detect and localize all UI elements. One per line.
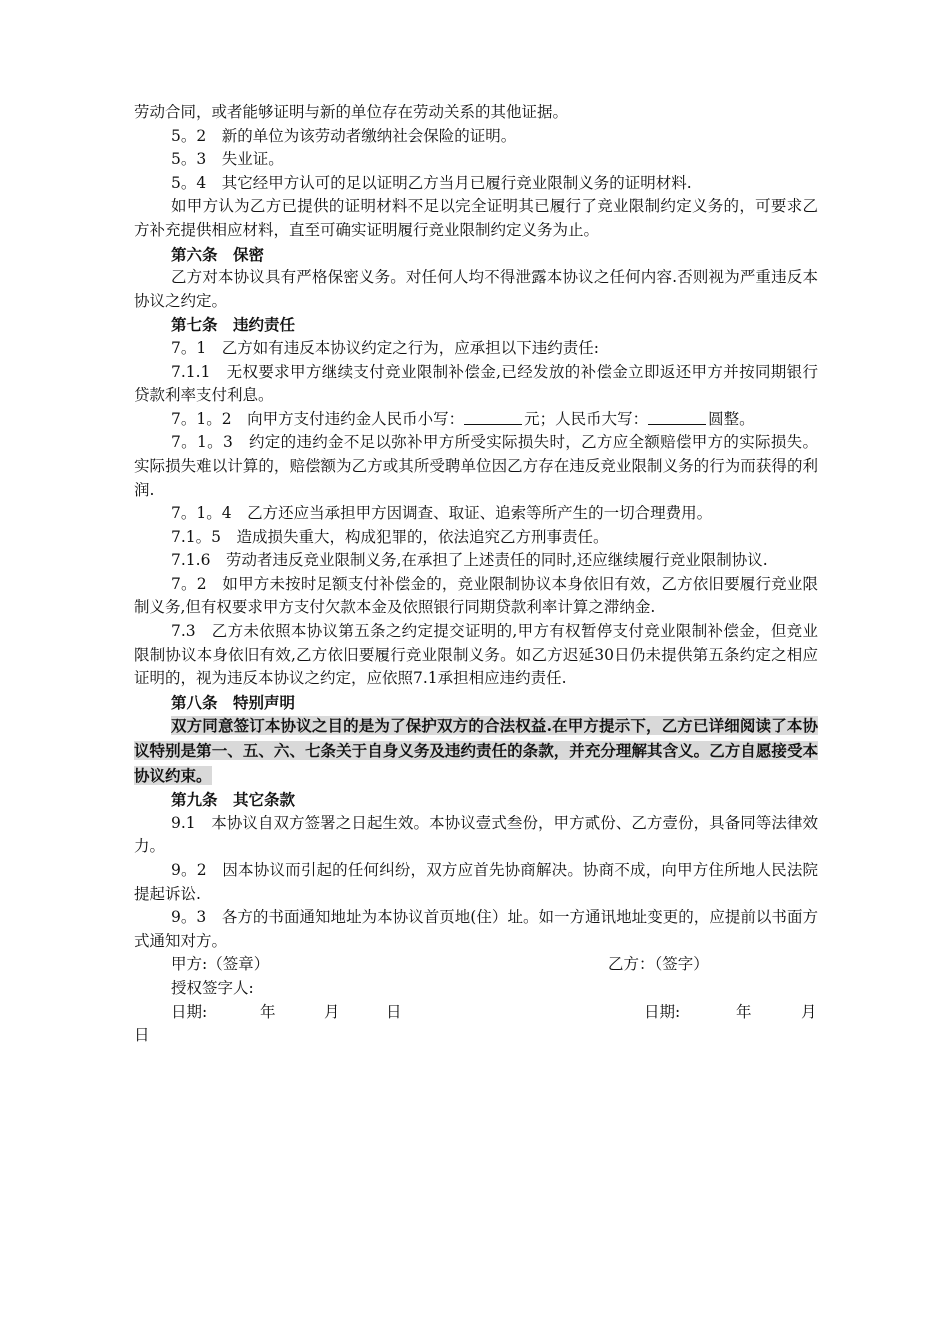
party-a-date-month: 月 <box>324 1002 340 1021</box>
party-b-signature: 乙方：（签字） <box>608 955 709 974</box>
signature-row-day-wrap <box>134 1024 818 1048</box>
authorized-signatory-label: 授权签字人: <box>171 978 254 997</box>
paragraph-special-statement <box>134 714 818 788</box>
clause-7-1-4: 7。1。4 乙方还应当承担甲方因调查、取证、追索等所产生的一切合理费用。 <box>171 504 713 523</box>
clause-7-1-2-part3: 圆整。 <box>708 409 755 428</box>
heading-article-9: 第九条 其它条款 <box>171 790 296 810</box>
paragraph-supplement: 如甲方认为乙方已提供的证明材料不足以完全证明其已履行了竞业限制约定义务的，可要求乙方补充提供相应材料，直至可确实证明履行竞业限制约定义务为止。 <box>134 197 818 239</box>
clause-7-2: 7。2 如甲方未按时足额支付补偿金的，竞业限制协议本身依旧有效，乙方依旧要履行竞业限制义务,但有权要求甲方支付欠款本金及依照银行同期贷款利率计算之滞纳金. <box>134 574 818 617</box>
clause-5-2: 5。2 新的单位为该劳动者缴纳社会保险的证明。 <box>171 126 517 145</box>
clause-7-1: 7。1 乙方如有违反本协议约定之行为，应承担以下违约责任: <box>171 338 599 357</box>
signature-row-authorized <box>134 977 818 1001</box>
clause-7-1-2-part1: 7。1。2 向甲方支付违约金人民币小写： <box>171 409 465 428</box>
clause-7-1-2-part2: 元；人民币大写： <box>524 409 649 428</box>
heading-article-6: 第六条 保密 <box>171 244 265 264</box>
party-b-date-label: 日期: <box>644 1002 681 1021</box>
clause-5-3: 5。3 失业证。 <box>171 150 284 169</box>
paragraph-5-1-cont: 劳动合同，或者能够证明与新的单位存在劳动关系的其他证据。 <box>134 103 569 121</box>
clause-7-1-2 <box>134 408 818 432</box>
clause-7-1-1: 7.1.1 无权要求甲方继续支付竞业限制补偿金,已经发放的补偿金立即返还甲方并按同期银行贷款利率支付利息。 <box>134 362 818 405</box>
party-a-date-year: 年 <box>260 1002 276 1021</box>
amount-uppercase-blank <box>648 409 706 425</box>
signature-row-parties <box>134 953 818 977</box>
heading-article-8: 第八条 特别声明 <box>171 692 296 712</box>
clause-7-1-3: 7。1。3 约定的违约金不足以弥补甲方所受实际损失时，乙方应全额赔偿甲方的实际损失。实际损失难以计算的，赔偿额为乙方或其所受聘单位因乙方存在违反竞业限制义务的行为而获得的利润. <box>134 433 818 499</box>
party-a-date-day: 日 <box>386 1002 402 1021</box>
clause-7-1-6: 7.1.6 劳动者违反竞业限制义务,在承担了上述责任的同时,还应继续履行竞业限制协议. <box>171 551 768 570</box>
highlighted-statement: 双方同意签订本协议之目的是为了保护双方的合法权益.在甲方提示下，乙方已详细阅读了本协议特别是第一、五、六、七条关于自身义务及违约责任的条款，并充分理解其含义。乙方自愿接受本协议约束。 <box>134 716 818 785</box>
heading-article-7: 第七条 违约责任 <box>171 315 296 335</box>
clause-7-3: 7.3 乙方未依照本协议第五条之约定提交证明的,甲方有权暂停支付竞业限制补偿金，但竞业限制协议本身依旧有效,乙方依旧要履行竞业限制义务。如乙方迟延30日仍未提供第五条约定之相应证明的，视为违反本协议之约定，应依照7.1承担相应违约责任. <box>134 622 818 688</box>
contract-body <box>134 101 818 1048</box>
party-a-date-label: 日期: <box>171 1002 208 1021</box>
amount-lowercase-blank <box>464 409 522 425</box>
clause-9-2: 9。2 因本协议而引起的任何纠纷，双方应首先协商解决。协商不成，向甲方住所地人民法院提起诉讼. <box>134 861 818 903</box>
party-b-date-day: 日 <box>134 1026 150 1045</box>
party-b-date-month: 月 <box>801 1002 817 1021</box>
clause-5-4: 5。4 其它经甲方认可的足以证明乙方当月已履行竞业限制义务的证明材料. <box>171 173 692 192</box>
clause-9-3: 9。3 各方的书面通知地址为本协议首页地(住）址。如一方通讯地址变更的，应提前以书面方式通知对方。 <box>134 908 818 950</box>
paragraph-confidentiality: 乙方对本协议具有严格保密义务。对任何人均不得泄露本协议之任何内容.否则视为严重违反本协议之约定。 <box>134 268 818 310</box>
party-a-signature: 甲方:（签章） <box>171 955 270 974</box>
clause-7-1-5: 7.1。5 造成损失重大，构成犯罪的，依法追究乙方刑事责任。 <box>171 527 609 546</box>
party-b-date-year: 年 <box>736 1002 752 1021</box>
clause-9-1: 9.1 本协议自双方签署之日起生效。本协议壹式叁份，甲方贰份、乙方壹份，具备同等法律效力。 <box>134 813 818 856</box>
signature-row-dates <box>134 1001 818 1025</box>
